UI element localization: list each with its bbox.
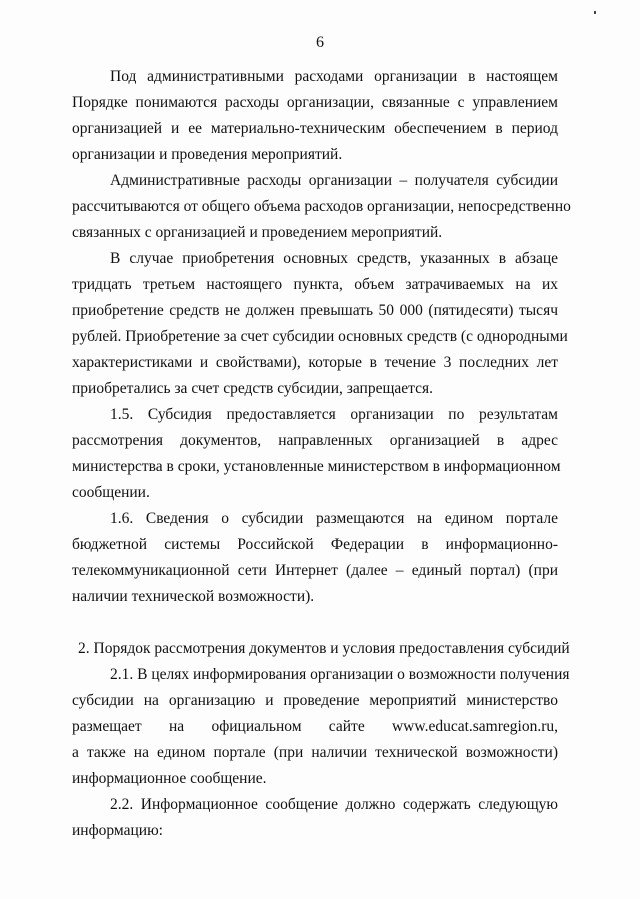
text-line: организации и проведения мероприятий. (72, 146, 343, 163)
text-line: бюджетной системы Российской Федерации в информационно- (72, 536, 558, 553)
text-line: наличии технической возможности). (72, 588, 315, 605)
text-line: организацией и ее материально-техническим обеспечением в период (72, 120, 558, 137)
text-line: рассмотрения документов, направленных организацией в адрес (72, 432, 558, 449)
text-line: 2.2. Информационное сообщение должно содержать следующую (110, 796, 558, 813)
text-line: характеристиками и свойствами), которые в течение 3 последних лет (72, 354, 558, 371)
text-line: В случае приобретения основных средств, указанных в абзаце (110, 250, 558, 267)
page-number: 6 (316, 34, 324, 51)
text-line: приобретались за счет средств субсидии, запрещается. (72, 380, 434, 397)
text-line: информацию: (72, 822, 163, 839)
text-line: информационное сообщение. (72, 770, 267, 787)
text-line: рублей. Приобретение за счет субсидии основных средств (с однородными (72, 328, 568, 345)
text-line: Административные расходы организации – получателя субсидии (110, 172, 558, 189)
text-line: Под административными расходами организации в настоящем (110, 68, 558, 85)
text-line: тридцать третьем настоящего пункта, объем затрачиваемых на их (72, 276, 558, 293)
text-line: а также на едином портале (при наличии технической возможности) (72, 744, 558, 761)
text-line: рассчитываются от общего объема расходов организации, непосредственно (72, 198, 571, 215)
text-line: 1.5. Субсидия предоставляется организации по результатам (110, 406, 558, 423)
text-line: субсидии на организацию и проведение мероприятий министерство (72, 692, 558, 709)
text-line: связанных с организацией и проведением мероприятий. (72, 224, 443, 241)
text-line: сообщении. (72, 484, 150, 501)
text-line: приобретение средств не должен превышать 50 000 (пятидесяти) тысяч (72, 302, 558, 319)
text-line: размещает на официальном сайте www.educat.samregion.ru, (72, 718, 558, 735)
text-line: министерства в сроки, установленные министерством в информационном (72, 458, 561, 475)
text-line: 2.1. В целях информирования организации о возможности получения (110, 666, 570, 683)
section-heading: 2. Порядок рассмотрения документов и условия предоставления субсидий (78, 640, 570, 657)
text-line: Порядке понимаются расходы организации, связанные с управлением (72, 94, 558, 111)
text-line: 1.6. Сведения о субсидии размещаются на едином портале (110, 510, 558, 527)
scan-speck (594, 11, 596, 14)
text-line: телекоммуникационной сети Интернет (далее – единый портал) (при (72, 562, 558, 579)
